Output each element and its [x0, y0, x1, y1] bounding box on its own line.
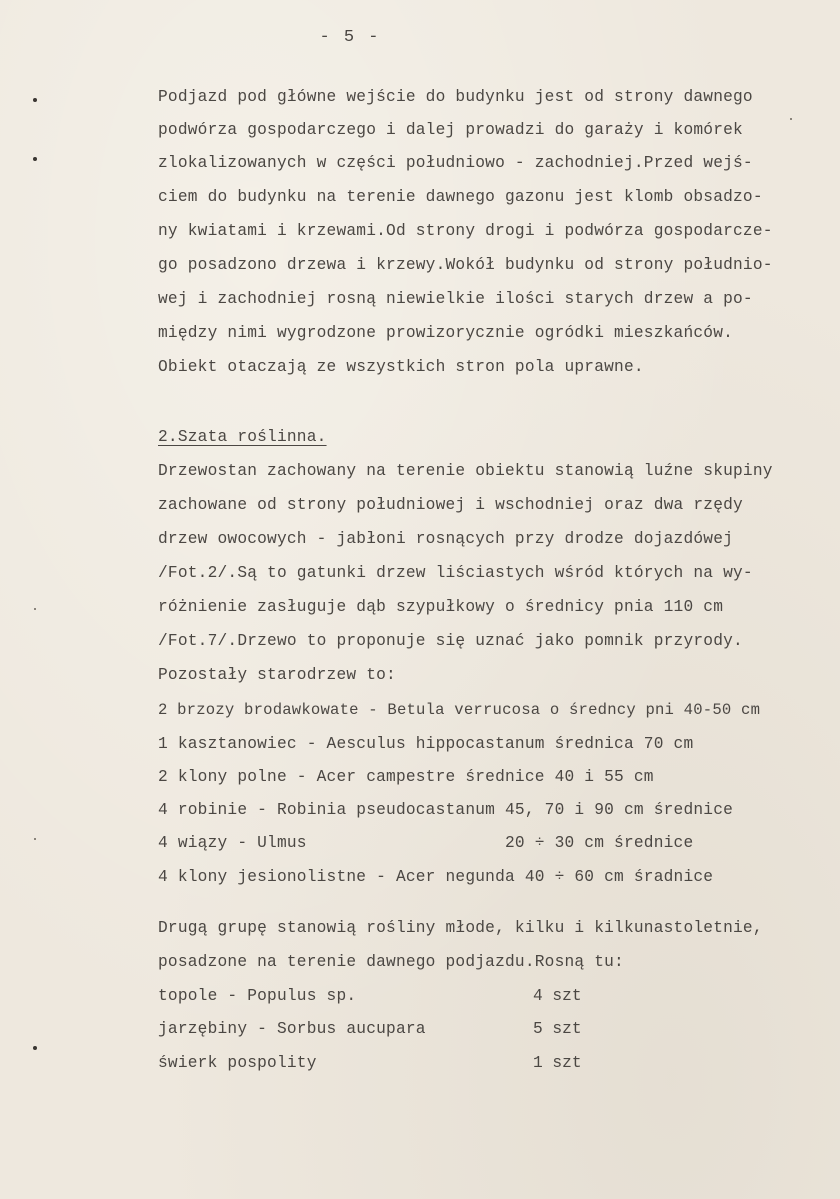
paragraph-line: posadzone na terenie dawnego podjazdu.Rosną tu: [158, 953, 624, 971]
tree-list-item: 2 brzozy brodawkowate - Betula verrucosa o średncy pni 40-50 cm [158, 701, 761, 719]
binder-hole-mark [33, 157, 37, 161]
tree-list-item: 4 robinie - Robinia pseudocastanum 45, 70 i 90 cm średnice [158, 801, 734, 819]
page-number: - 5 - [319, 28, 381, 47]
paragraph-line: Drugą grupę stanowią rośliny młode, kilku i kilkunastoletnie, [158, 919, 763, 937]
paragraph-line: drzew owocowych - jabłoni rosnących przy drodze dojazdówej [158, 530, 734, 548]
paragraph-line: Podjazd pod główne wejście do budynku jest od strony dawnego [158, 88, 753, 106]
paragraph-line: wej i zachodniej rosną niewielkie ilości starych drzew a po- [158, 290, 753, 308]
young-tree-name: świerk pospolity [158, 1054, 317, 1072]
paragraph-line: Obiekt otaczają ze wszystkich stron pola uprawne. [158, 358, 644, 376]
young-tree-name: topole - Populus sp. [158, 987, 357, 1005]
tree-list-item: 4 wiązy - Ulmus 20 ÷ 30 cm średnice [158, 834, 694, 852]
binder-hole-mark [33, 98, 37, 102]
paragraph-line: Drzewostan zachowany na terenie obiektu stanowią luźne skupiny [158, 462, 773, 480]
paragraph-line: zlokalizowanych w części południowo - zachodniej.Przed wejś- [158, 154, 753, 172]
tree-list-item: 2 klony polne - Acer campestre średnice 40 i 55 cm [158, 768, 654, 786]
young-tree-name: jarzębiny - Sorbus aucupara [158, 1020, 426, 1038]
paragraph-line: Pozostały starodrzew to: [158, 666, 396, 684]
paragraph-line: /Fot.7/.Drzewo to proponuje się uznać jako pomnik przyrody. [158, 632, 743, 650]
paragraph-line: go posadzono drzewa i krzewy.Wokół budynku od strony południo- [158, 256, 773, 274]
paragraph-line: między nimi wygrodzone prowizorycznie ogródki mieszkańców. [158, 324, 734, 342]
paragraph-line: zachowane od strony południowej i wschodniej oraz dwa rzędy [158, 496, 743, 514]
paper-speck [34, 838, 36, 840]
paragraph-line: ny kwiatami i krzewami.Od strony drogi i podwórza gospodarcze- [158, 222, 773, 240]
young-tree-count: 4 szt [533, 987, 582, 1005]
young-tree-count: 1 szt [533, 1054, 582, 1072]
paragraph-line: /Fot.2/.Są to gatunki drzew liściastych wśród których na wy- [158, 564, 753, 582]
binder-hole-mark [33, 1046, 37, 1050]
paper-speck [34, 608, 36, 610]
section-heading: 2.Szata roślinna. [158, 428, 327, 446]
paragraph-line: różnienie zasługuje dąb szypułkowy o średnicy pnia 110 cm [158, 598, 724, 616]
tree-list-item: 4 klony jesionolistne - Acer negunda 40 ÷ 60 cm śradnice [158, 868, 714, 886]
paper-speck [790, 118, 792, 120]
tree-list-item: 1 kasztanowiec - Aesculus hippocastanum średnica 70 cm [158, 735, 694, 753]
young-tree-count: 5 szt [533, 1020, 582, 1038]
paragraph-line: ciem do budynku na terenie dawnego gazonu jest klomb obsadzo- [158, 188, 763, 206]
paragraph-line: podwórza gospodarczego i dalej prowadzi do garaży i komórek [158, 121, 743, 139]
